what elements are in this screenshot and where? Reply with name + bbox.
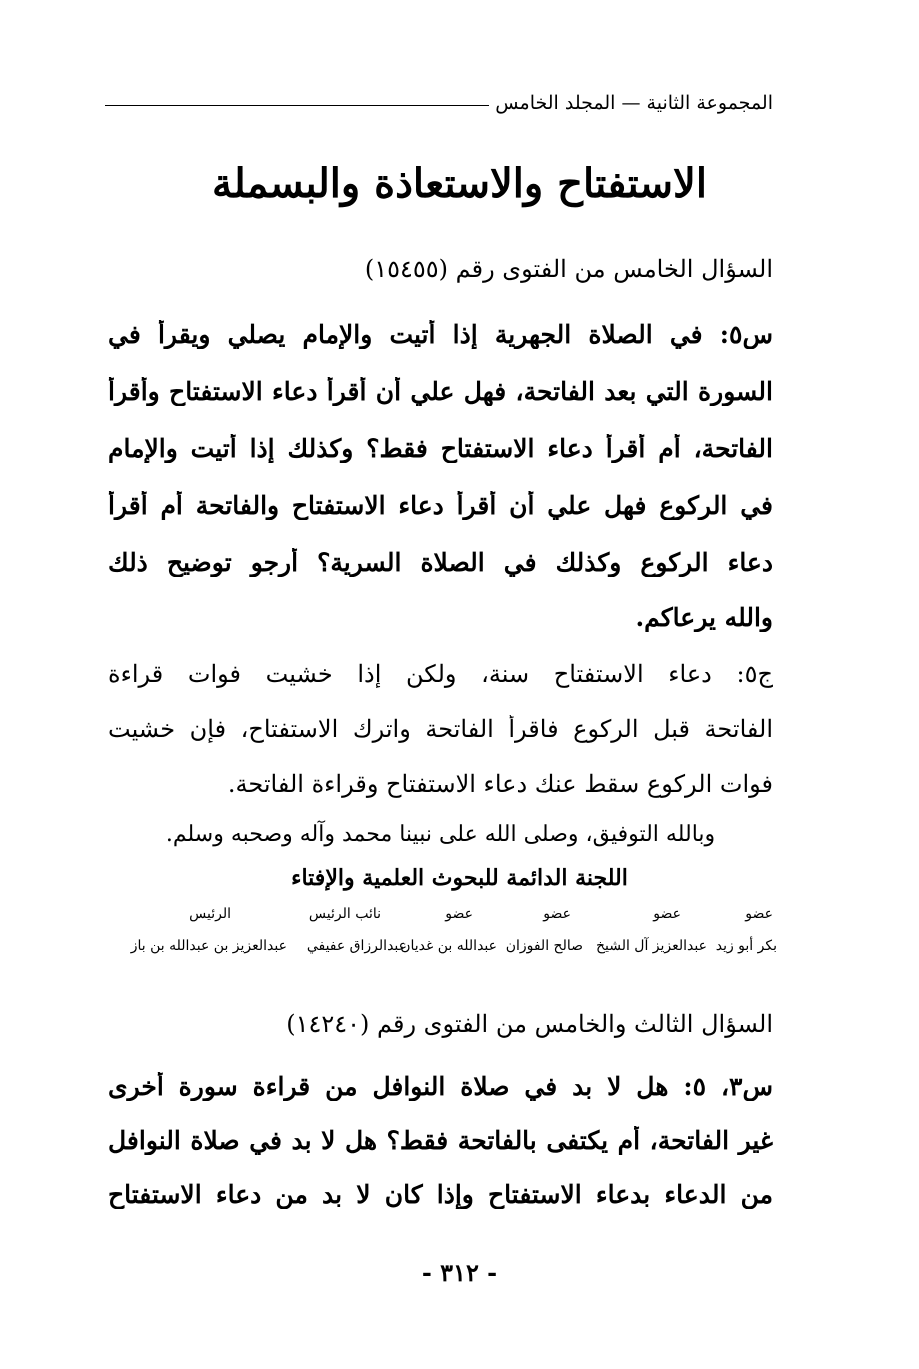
member-role: عضو: [745, 906, 773, 922]
answer1-line: فوات الركوع سقط عنك دعاء الاستفتاح وقراءة الفاتحة.: [227, 770, 773, 798]
member-name: عبدالعزيز آل الشيخ: [595, 938, 707, 954]
page-number: - ٣١٢ -: [421, 1258, 498, 1287]
question1-intro: السؤال الخامس من الفتوى رقم (١٥٤٥٥): [364, 255, 773, 283]
question2-line: من الدعاء بدعاء الاستفتاح وإذا كان لا بد من دعاء الاستفتاح: [108, 1180, 773, 1209]
member-role: نائب الرئيس: [308, 906, 381, 922]
question2-line: س٣، ٥: هل لا بد في صلاة النوافل من قراءة سورة أخرى: [108, 1072, 773, 1101]
member-name: عبدالرزاق عفيفي: [306, 938, 407, 954]
member-role: عضو: [445, 906, 473, 922]
committee-name: اللجنة الدائمة للبحوث العلمية والإفتاء: [291, 865, 628, 891]
signature-names: [108, 938, 777, 960]
member-name: عبدالعزيز بن عبدالله بن باز: [130, 938, 287, 954]
member-name: بكر أبو زيد: [715, 938, 777, 954]
running-title: المجموعة الثانية — المجلد الخامس: [495, 92, 773, 114]
question1-line: الفاتحة، أم أقرأ دعاء الاستفتاح فقط؟ وكذلك إذا أتيت والإمام: [108, 434, 773, 463]
member-name: صالح الفوزان: [505, 938, 583, 954]
member-role: عضو: [653, 906, 681, 922]
running-header: [105, 86, 773, 120]
closing-formula: وبالله التوفيق، وصلى الله على نبينا محمد وآله وصحبه وسلم.: [165, 822, 716, 847]
chapter-title: الاستفتاح والاستعاذة والبسملة: [212, 160, 707, 207]
signature-roles: [108, 906, 773, 926]
question1-line: والله يرعاكم.: [635, 603, 773, 632]
question2-intro: السؤال الثالث والخامس من الفتوى رقم (١٤٢٤٠): [286, 1010, 773, 1038]
question2-line: غير الفاتحة، أم يكتفى بالفاتحة فقط؟ هل لا بد في صلاة النوافل: [108, 1126, 773, 1155]
question1-line: س٥: في الصلاة الجهرية إذا أتيت والإمام يصلي ويقرأ في: [108, 320, 773, 349]
question1-line: في الركوع فهل علي أن أقرأ دعاء الاستفتاح والفاتحة أم أقرأ: [108, 491, 773, 520]
answer1-line: ج٥: دعاء الاستفتاح سنة، ولكن إذا خشيت فوات قراءة: [108, 660, 773, 688]
question1-line: السورة التي بعد الفاتحة، فهل علي أن أقرأ دعاء الاستفتاح وأقرأ: [108, 377, 773, 406]
member-name: عبدالله بن غديان: [400, 938, 497, 954]
member-role: عضو: [543, 906, 571, 922]
member-role: الرئيس: [189, 906, 231, 922]
question1-line: دعاء الركوع وكذلك في الصلاة السرية؟ أرجو توضيح ذلك: [108, 548, 773, 577]
answer1-line: الفاتحة قبل الركوع فاقرأ الفاتحة واترك الاستفتاح، فإن خشيت: [108, 715, 773, 743]
header-rule: [105, 105, 489, 106]
